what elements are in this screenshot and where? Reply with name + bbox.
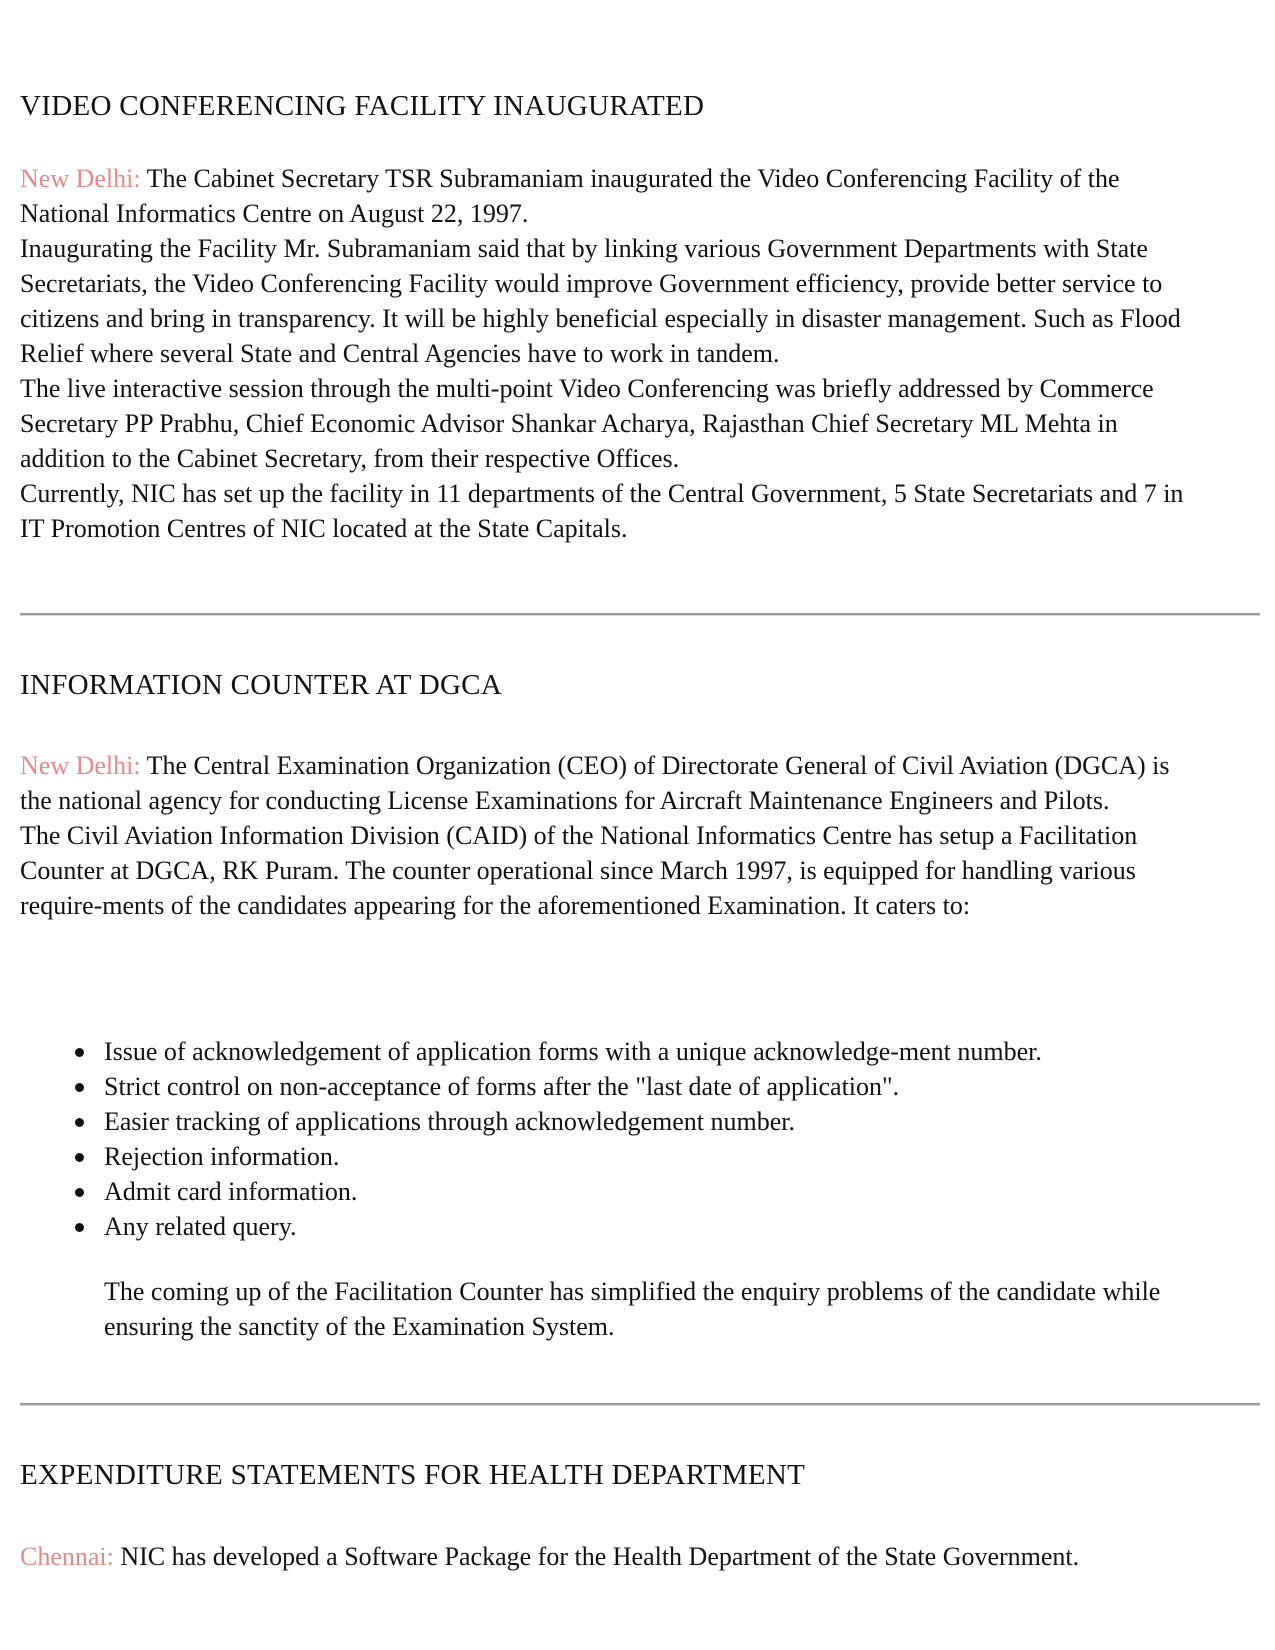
services-list: [20, 1034, 1240, 1244]
paragraph: New Delhi: The Cabinet Secretary TSR Subramaniam inaugurated the Video Conferencing Facility of the National Informatics Centre on August 22, 1997.: [20, 164, 1120, 228]
dateline: New Delhi:: [20, 751, 141, 780]
list-item: Issue of acknowledgement of application forms with a unique acknowledge-ment number.: [20, 1034, 1240, 1069]
bullet-icon: [75, 1118, 84, 1127]
section-divider: [20, 613, 1260, 616]
paragraph: The Civil Aviation Information Division (CAID) of the National Informatics Centre has setup a Facilitation Counter at DGCA, RK Puram. The counter operational since March 1997, is equipped for handling various require-ments of the candidates appearing for the aforementioned Examination. It caters to:: [20, 821, 1138, 920]
bullet-icon: [75, 1153, 84, 1162]
section-divider: [20, 1403, 1260, 1406]
section-body-expenditure-statements: [20, 1539, 1240, 1574]
bullet-icon: [75, 1048, 84, 1057]
section-title-video-conferencing: VIDEO CONFERENCING FACILITY INAUGURATED: [20, 90, 705, 122]
list-item: Admit card information.: [20, 1174, 1240, 1209]
list-item: Any related query.: [20, 1209, 1240, 1244]
paragraph: Chennai: NIC has developed a Software Package for the Health Department of the State Government.: [20, 1542, 1080, 1571]
bullet-icon: [75, 1223, 84, 1232]
dateline: Chennai:: [20, 1542, 114, 1571]
paragraph: The live interactive session through the multi-point Video Conferencing was briefly addressed by Commerce Secretary PP Prabhu, Chief Economic Advisor Shankar Acharya, Rajasthan Chief Secretary ML Mehta in addition to the Cabinet Secretary, from their respective Offices.: [20, 374, 1154, 473]
bullet-icon: [75, 1083, 84, 1092]
section-title-information-counter: INFORMATION COUNTER AT DGCA: [20, 669, 503, 701]
section-body-video-conferencing: [20, 161, 1200, 546]
closing-paragraph: The coming up of the Facilitation Counter has simplified the enquiry problems of the candidate while ensuring the sanctity of the Examination System.: [104, 1277, 1161, 1341]
section-title-expenditure-statements: EXPENDITURE STATEMENTS FOR HEALTH DEPARTMENT: [20, 1459, 806, 1491]
list-item: Strict control on non-acceptance of forms after the "last date of application".: [20, 1069, 1240, 1104]
section-body-information-counter: [20, 748, 1200, 923]
list-item: Easier tracking of applications through acknowledgement number.: [20, 1104, 1240, 1139]
paragraph: Inaugurating the Facility Mr. Subramaniam said that by linking various Government Departments with State Secretariats, the Video Conferencing Facility would improve Government efficiency, provide better service to citizens and bring in transparency. It will be highly beneficial especially in disaster management. Such as Flood Relief where several State and Central Agencies have to work in tandem.: [20, 234, 1181, 368]
list-item: Rejection information.: [20, 1139, 1240, 1174]
paragraph: New Delhi: The Central Examination Organization (CEO) of Directorate General of Civil Aviation (DGCA) is the national agency for conducting License Examinations for Aircraft Maintenance Engineers and Pilots.: [20, 751, 1170, 815]
bullet-icon: [75, 1188, 84, 1197]
dateline: New Delhi:: [20, 164, 141, 193]
paragraph: Currently, NIC has set up the facility in 11 departments of the Central Government, 5 State Secretariats and 7 in IT Promotion Centres of NIC located at the State Capitals.: [20, 479, 1184, 543]
